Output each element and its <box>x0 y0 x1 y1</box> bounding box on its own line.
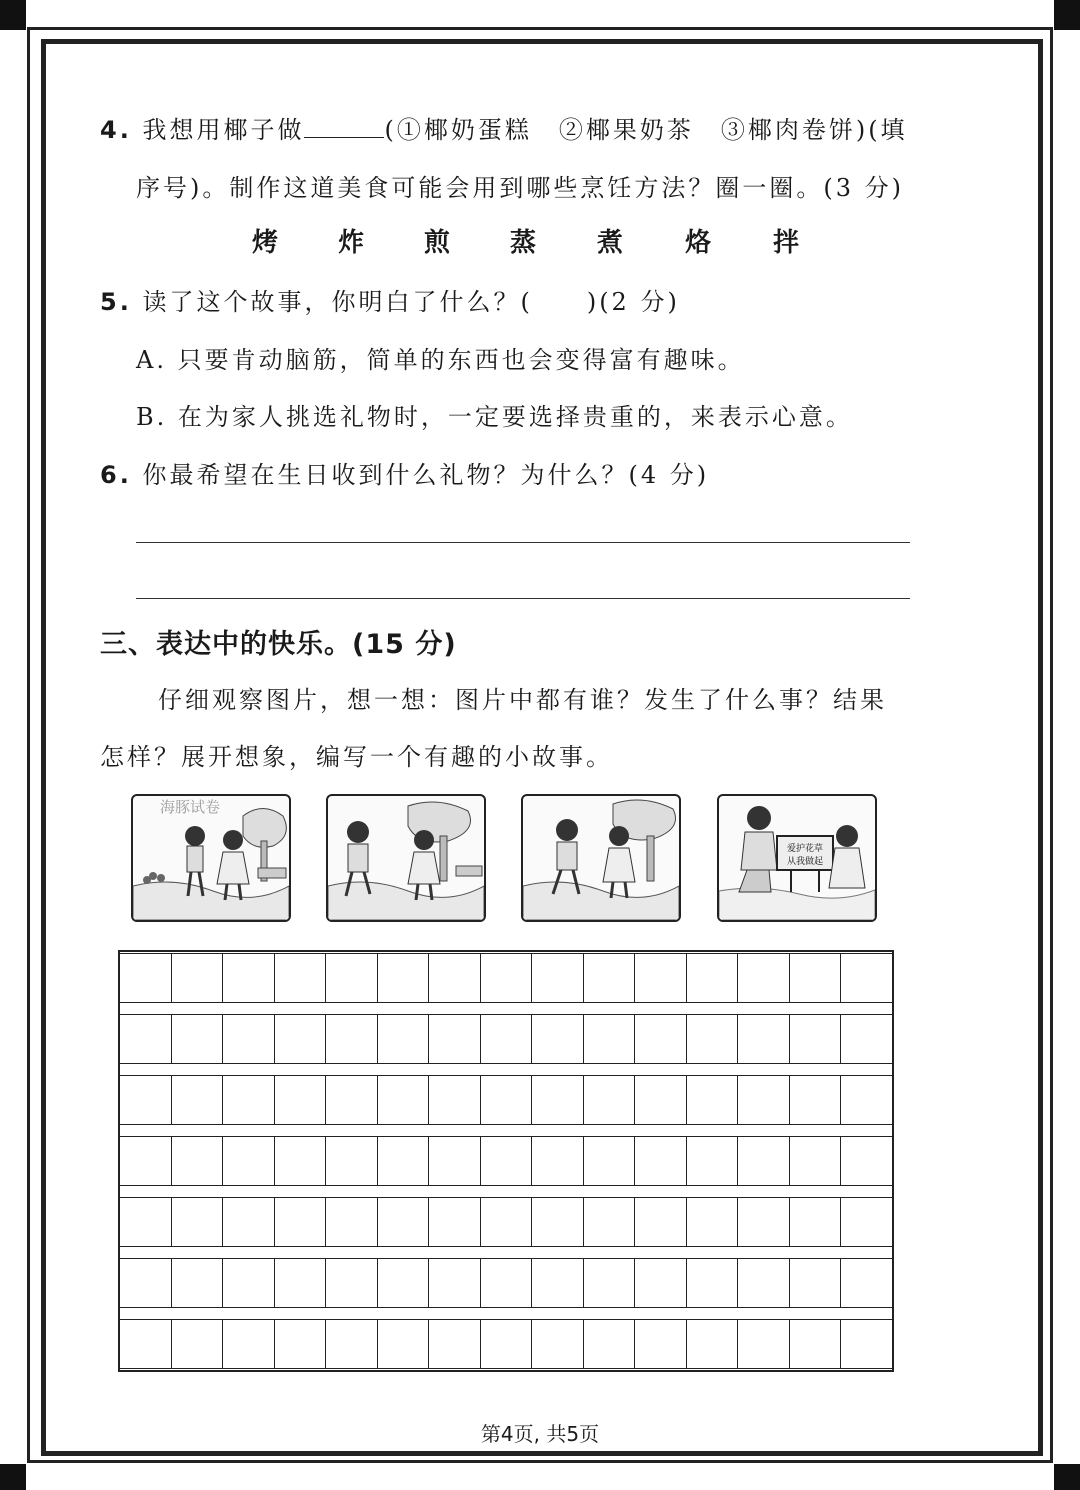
grid-cell[interactable] <box>841 954 892 1002</box>
grid-cell[interactable] <box>275 1076 327 1124</box>
grid-cell[interactable] <box>635 1198 687 1246</box>
grid-cell[interactable] <box>790 1076 842 1124</box>
question-5-option-b[interactable]: B. 在为家人挑选礼物时，一定要选择贵重的，来表示心意。 <box>136 403 853 431</box>
grid-cell[interactable] <box>738 1137 790 1185</box>
grid-cell[interactable] <box>223 1137 275 1185</box>
grid-cell[interactable] <box>326 1259 378 1307</box>
story-picture-4 <box>717 794 877 922</box>
grid-cell[interactable] <box>790 1259 842 1307</box>
grid-cell[interactable] <box>326 1137 378 1185</box>
grid-cell[interactable] <box>687 1137 739 1185</box>
grid-cell[interactable] <box>120 1137 172 1185</box>
grid-cell[interactable] <box>172 1198 224 1246</box>
corner-mark-top-left <box>0 0 26 30</box>
grid-cell[interactable] <box>841 1015 892 1063</box>
grid-cell[interactable] <box>790 1015 842 1063</box>
question-4-text-pre: 我想用椰子做 <box>142 116 305 144</box>
grid-cell[interactable] <box>687 954 739 1002</box>
grid-cell[interactable] <box>841 1076 892 1124</box>
method-option[interactable]: 蒸 <box>510 228 537 258</box>
question-5-line <box>100 282 680 317</box>
question-6-line <box>100 455 709 490</box>
grid-cell[interactable] <box>120 1320 172 1368</box>
grid-cell[interactable] <box>326 1198 378 1246</box>
grid-cell[interactable] <box>841 1198 892 1246</box>
grid-cell[interactable] <box>172 1259 224 1307</box>
grid-cell[interactable] <box>429 1259 481 1307</box>
grid-cell[interactable] <box>635 954 687 1002</box>
grid-row <box>120 953 892 1003</box>
sign-text-line1: 爱护花草 <box>786 844 824 854</box>
grid-cell[interactable] <box>481 1137 533 1185</box>
grid-cell[interactable] <box>738 1015 790 1063</box>
grid-cell[interactable] <box>687 1259 739 1307</box>
corner-mark-bottom-left <box>0 1464 26 1490</box>
grid-cell[interactable] <box>378 1320 430 1368</box>
grid-cell[interactable] <box>275 1137 327 1185</box>
method-option[interactable]: 烙 <box>685 228 712 258</box>
question-5-number: 5. <box>100 288 132 316</box>
grid-cell[interactable] <box>223 1076 275 1124</box>
grid-cell[interactable] <box>172 1137 224 1185</box>
grid-cell[interactable] <box>378 1015 430 1063</box>
grid-cell[interactable] <box>584 1320 636 1368</box>
grid-cell[interactable] <box>584 1137 636 1185</box>
watermark-text: 海豚试卷 <box>160 798 221 816</box>
grid-cell[interactable] <box>326 1076 378 1124</box>
grid-cell[interactable] <box>841 1137 892 1185</box>
grid-cell[interactable] <box>532 954 584 1002</box>
grid-cell[interactable] <box>223 1320 275 1368</box>
grid-cell[interactable] <box>687 1076 739 1124</box>
grid-cell[interactable] <box>532 1259 584 1307</box>
grid-row <box>120 1075 892 1125</box>
grid-cell[interactable] <box>275 1198 327 1246</box>
method-option[interactable]: 拌 <box>773 228 800 258</box>
story-picture-3 <box>521 794 681 922</box>
question-4-line2: 序号)。制作这道美食可能会用到哪些烹饪方法？圈一圈。(3 分) <box>136 174 904 202</box>
writing-grid[interactable] <box>118 950 894 1372</box>
grid-row <box>120 1258 892 1308</box>
grid-cell[interactable] <box>841 1259 892 1307</box>
method-option[interactable]: 炸 <box>338 228 365 258</box>
question-4-number: 4. <box>100 116 132 144</box>
grid-cell[interactable] <box>532 1076 584 1124</box>
grid-cell[interactable] <box>326 1320 378 1368</box>
grid-cell[interactable] <box>275 1320 327 1368</box>
grid-cell[interactable] <box>481 1259 533 1307</box>
question-4-text-post: (①椰奶蛋糕 ②椰果奶茶 ③椰肉卷饼)(填 <box>384 116 908 144</box>
grid-cell[interactable] <box>738 1076 790 1124</box>
grid-cell[interactable] <box>378 954 430 1002</box>
grid-cell[interactable] <box>584 1076 636 1124</box>
grid-cell[interactable] <box>120 954 172 1002</box>
question-4-blank[interactable] <box>304 115 384 138</box>
answer-line[interactable] <box>136 542 910 543</box>
grid-cell[interactable] <box>635 1320 687 1368</box>
grid-cell[interactable] <box>532 1137 584 1185</box>
grid-cell[interactable] <box>584 1015 636 1063</box>
corner-mark-top-right <box>1054 0 1080 30</box>
grid-cell[interactable] <box>481 1015 533 1063</box>
grid-cell[interactable] <box>687 1198 739 1246</box>
grid-cell[interactable] <box>172 1015 224 1063</box>
grid-cell[interactable] <box>790 1137 842 1185</box>
grid-cell[interactable] <box>738 1320 790 1368</box>
grid-cell[interactable] <box>429 1076 481 1124</box>
grid-cell[interactable] <box>738 1259 790 1307</box>
sign-text-line2: 从我做起 <box>786 857 824 867</box>
grid-cell[interactable] <box>275 1259 327 1307</box>
page-footer: 第4页, 共5页 <box>480 1422 600 1446</box>
grid-cell[interactable] <box>120 1076 172 1124</box>
grid-cell[interactable] <box>687 1320 739 1368</box>
grid-cell[interactable] <box>584 1198 636 1246</box>
grid-cell[interactable] <box>429 1015 481 1063</box>
story-picture-2 <box>326 794 486 922</box>
grid-cell[interactable] <box>223 1015 275 1063</box>
grid-cell[interactable] <box>223 1198 275 1246</box>
grid-cell[interactable] <box>738 1198 790 1246</box>
grid-cell[interactable] <box>378 1198 430 1246</box>
grid-cell[interactable] <box>378 1259 430 1307</box>
grid-cell[interactable] <box>790 954 842 1002</box>
grid-row <box>120 1197 892 1247</box>
grid-cell[interactable] <box>326 954 378 1002</box>
section-3-title: 三、表达中的快乐。(15 分) <box>100 629 457 660</box>
section-3-instruction-line2: 怎样？展开想象，编写一个有趣的小故事。 <box>100 743 613 771</box>
grid-cell[interactable] <box>120 1198 172 1246</box>
grid-cell[interactable] <box>429 1198 481 1246</box>
grid-cell[interactable] <box>841 1320 892 1368</box>
grid-cell[interactable] <box>429 954 481 1002</box>
grid-cell[interactable] <box>275 954 327 1002</box>
grid-cell[interactable] <box>326 1015 378 1063</box>
grid-cell[interactable] <box>790 1198 842 1246</box>
grid-cell[interactable] <box>429 1137 481 1185</box>
grid-cell[interactable] <box>223 954 275 1002</box>
grid-cell[interactable] <box>635 1015 687 1063</box>
method-option[interactable]: 烤 <box>252 228 279 258</box>
question-6-number: 6. <box>100 461 132 489</box>
grid-cell[interactable] <box>481 1198 533 1246</box>
question-4-line1 <box>100 110 908 145</box>
grid-cell[interactable] <box>532 1320 584 1368</box>
grid-cell[interactable] <box>635 1076 687 1124</box>
story-picture-4-illustration <box>719 796 875 920</box>
grid-cell[interactable] <box>584 1259 636 1307</box>
question-5-text: 读了这个故事，你明白了什么？( )(2 分) <box>142 288 680 316</box>
question-5-option-a[interactable]: A. 只要肯动脑筋，简单的东西也会变得富有趣味。 <box>136 346 745 374</box>
grid-cell[interactable] <box>481 1076 533 1124</box>
grid-cell[interactable] <box>429 1320 481 1368</box>
grid-cell[interactable] <box>172 1076 224 1124</box>
grid-cell[interactable] <box>481 1320 533 1368</box>
story-picture-3-illustration <box>523 796 679 920</box>
grid-cell[interactable] <box>223 1259 275 1307</box>
grid-cell[interactable] <box>790 1320 842 1368</box>
grid-cell[interactable] <box>378 1076 430 1124</box>
grid-cell[interactable] <box>120 1259 172 1307</box>
method-option[interactable]: 煎 <box>424 228 451 258</box>
method-option[interactable]: 煮 <box>597 228 624 258</box>
grid-cell[interactable] <box>378 1137 430 1185</box>
grid-cell[interactable] <box>738 954 790 1002</box>
grid-row <box>120 1136 892 1186</box>
grid-cell[interactable] <box>172 954 224 1002</box>
grid-cell[interactable] <box>532 1015 584 1063</box>
answer-line[interactable] <box>136 598 910 599</box>
grid-cell[interactable] <box>120 1015 172 1063</box>
corner-mark-bottom-right <box>1054 1464 1080 1490</box>
grid-row <box>120 1319 892 1369</box>
grid-cell[interactable] <box>635 1259 687 1307</box>
grid-cell[interactable] <box>584 954 636 1002</box>
grid-cell[interactable] <box>172 1320 224 1368</box>
grid-cell[interactable] <box>275 1015 327 1063</box>
grid-cell[interactable] <box>635 1137 687 1185</box>
section-3-instruction-line1: 仔细观察图片，想一想：图片中都有谁？发生了什么事？结果 <box>158 686 887 714</box>
grid-cell[interactable] <box>687 1015 739 1063</box>
story-picture-2-illustration <box>328 796 484 920</box>
grid-cell[interactable] <box>532 1198 584 1246</box>
grid-cell[interactable] <box>481 954 533 1002</box>
grid-row <box>120 1014 892 1064</box>
question-6-text: 你最希望在生日收到什么礼物？为什么？(4 分) <box>142 461 710 489</box>
